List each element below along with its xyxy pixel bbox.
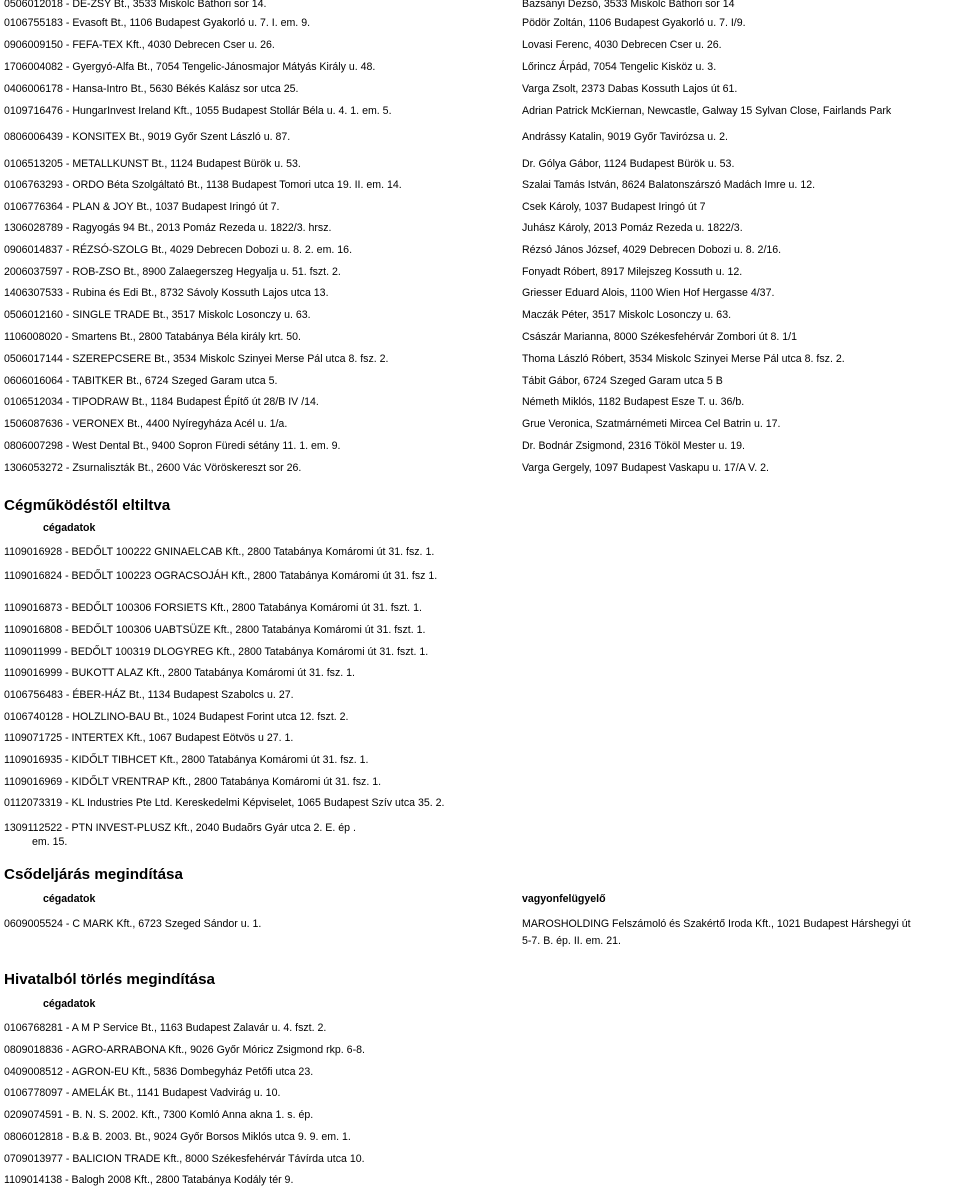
list-item: 0109716476 - HungarInvest Ireland Kft., 1055 Budapest Stollár Béla u. 4. 1. em. 5. [4, 105, 392, 117]
list-item-right: Thoma László Róbert, 3534 Miskolc Szinyei Merse Pál utca 8. fsz. 2. [522, 353, 845, 365]
list-item: 0409008512 - AGRON-EU Kft., 5836 Dombegyház Petőfi utca 23. [4, 1066, 314, 1078]
list-item: 1109016969 - KIDŐLT VRENTRAP Kft., 2800 Tatabánya Komáromi út 31. fsz. 1. [4, 776, 382, 788]
list-item: 0106513205 - METALLKUNST Bt., 1124 Budapest Bürök u. 53. [4, 158, 301, 170]
list-item-right: Bazsányi Dezső, 3533 Miskolc Báthori sor 14 [522, 0, 735, 10]
list-item: 2006037597 - ROB-ZSO Bt., 8900 Zalaegerszeg Hegyalja u. 51. fszt. 2. [4, 266, 341, 278]
list-item: 0906009150 - FEFA-TEX Kft., 4030 Debrecen Cser u. 26. [4, 39, 275, 51]
subheading-cegadatok: cégadatok [43, 522, 96, 534]
list-item: 1109014138 - Balogh 2008 Kft., 2800 Tatabánya Kodály tér 9. [4, 1174, 294, 1186]
list-item-right: Szalai Tamás István, 8624 Balatonszárszó Madách Imre u. 12. [522, 179, 816, 191]
list-item: 1109071725 - INTERTEX Kft., 1067 Budapest Eötvös u 27. 1. [4, 732, 294, 744]
list-item-right: Maczák Péter, 3517 Miskolc Losonczy u. 63. [522, 309, 732, 321]
list-item: 1109016824 - BEDŐLT 100223 OGRACSOJÁH Kft., 2800 Tatabánya Komáromi út 31. fsz 1. [4, 570, 438, 582]
subheading-cegadatok: cégadatok [43, 893, 96, 905]
list-item: 0609005524 - C MARK Kft., 6723 Szeged Sándor u. 1. [4, 918, 262, 930]
list-item-right: Fonyadt Róbert, 8917 Milejszeg Kossuth u. 12. [522, 266, 743, 278]
list-item: 1309112522 - PTN INVEST-PLUSZ Kft., 2040 Budaõrs Gyár utca 2. E. ép . [4, 822, 356, 834]
list-item-right: Lovasi Ferenc, 4030 Debrecen Cser u. 26. [522, 39, 722, 51]
list-item-right: Pödör Zoltán, 1106 Budapest Gyakorló u. 7. I/9. [522, 17, 746, 29]
subheading-vagyonfelugyelo: vagyonfelügyelő [522, 893, 606, 905]
list-item: 0106755183 - Evasoft Bt., 1106 Budapest Gyakorló u. 7. I. em. 9. [4, 17, 311, 29]
list-item: 1109016808 - BEDŐLT 100306 UABTSÜZE Kft., 2800 Tatabánya Komáromi út 31. fszt. 1. [4, 624, 426, 636]
list-item-right: Lőrincz Árpád, 7054 Tengelic Kisköz u. 3. [522, 61, 717, 73]
list-item-right: Dr. Bodnár Zsigmond, 2316 Tököl Mester u. 19. [522, 440, 745, 452]
list-item: 1109016873 - BEDŐLT 100306 FORSIETS Kft., 2800 Tatabánya Komáromi út 31. fszt. 1. [4, 602, 422, 614]
list-item: 1109016999 - BUKOTT ALAZ Kft., 2800 Tatabánya Komáromi út 31. fsz. 1. [4, 667, 355, 679]
list-item: 1406307533 - Rubina és Edi Bt., 8732 Sávoly Kossuth Lajos utca 13. [4, 287, 329, 299]
list-item: 0806012818 - B.& B. 2003. Bt., 9024 Győr Borsos Miklós utca 9. 9. em. 1. [4, 1131, 351, 1143]
list-item: 0106778097 - AMELÁK Bt., 1141 Budapest Vadvirág u. 10. [4, 1087, 281, 1099]
list-item: 1306028789 - Ragyogás 94 Bt., 2013 Pomáz Rezeda u. 1822/3. hrsz. [4, 222, 332, 234]
list-item: 0406006178 - Hansa-Intro Bt., 5630 Békés Kalász sor utca 25. [4, 83, 299, 95]
list-item: 0506012018 - DE-ZSY Bt., 3533 Miskolc Báthori sor 14. [4, 0, 267, 10]
section-title-torles: Hivatalból törlés megindítása [4, 971, 215, 988]
list-item: 1506087636 - VERONEX Bt., 4400 Nyíregyháza Acél u. 1/a. [4, 418, 288, 430]
list-item-right-continuation: 5-7. B. ép. II. em. 21. [522, 935, 621, 947]
list-item: 0112073319 - KL Industries Pte Ltd. Kereskedelmi Képviselet, 1065 Budapest Szív utca 35. 2. [4, 797, 445, 809]
list-item: 1306053272 - Zsurnaliszták Bt., 2600 Vác Vöröskereszt sor 26. [4, 462, 302, 474]
list-item: 0106756483 - ÉBER-HÁZ Bt., 1134 Budapest Szabolcs u. 27. [4, 689, 294, 701]
list-item: 0506017144 - SZEREPCSERE Bt., 3534 Miskolc Szinyei Merse Pál utca 8. fsz. 2. [4, 353, 389, 365]
list-item-right: Németh Miklós, 1182 Budapest Esze T. u. 36/b. [522, 396, 745, 408]
list-item: 1109011999 - BEDŐLT 100319 DLOGYREG Kft., 2800 Tatabánya Komáromi út 31. fszt. 1. [4, 646, 429, 658]
list-item: 0106740128 - HOLZLINO-BAU Bt., 1024 Budapest Forint utca 12. fszt. 2. [4, 711, 349, 723]
list-item-right: MAROSHOLDING Felszámoló és Szakértő Iroda Kft., 1021 Budapest Hárshegyi út [522, 918, 911, 930]
list-item: 0606016064 - TABITKER Bt., 6724 Szeged Garam utca 5. [4, 375, 278, 387]
section-title-csodeljaras: Csődeljárás megindítása [4, 866, 183, 883]
section-title-eltiltva: Cégműködéstől eltiltva [4, 497, 171, 514]
list-item: 0106512034 - TIPODRAW Bt., 1184 Budapest Építő út 28/B IV /14. [4, 396, 319, 408]
list-item-right: Csek Károly, 1037 Budapest Iringó út 7 [522, 201, 706, 213]
list-item-right: Tábit Gábor, 6724 Szeged Garam utca 5 B [522, 375, 723, 387]
list-item: 0106768281 - A M P Service Bt., 1163 Budapest Zalavár u. 4. fszt. 2. [4, 1022, 327, 1034]
list-item: 0106776364 - PLAN & JOY Bt., 1037 Budapest Iringó út 7. [4, 201, 280, 213]
list-item: 1109016935 - KIDŐLT TIBHCET Kft., 2800 Tatabánya Komáromi út 31. fsz. 1. [4, 754, 369, 766]
list-item: 0709013977 - BALICION TRADE Kft., 8000 Székesfehérvár Távírda utca 10. [4, 1153, 365, 1165]
list-item-right: Adrian Patrick McKiernan, Newcastle, Galway 15 Sylvan Close, Fairlands Park [522, 105, 892, 117]
list-item-right: Grue Veronica, Szatmárnémeti Mircea Cel Batrin u. 17. [522, 418, 781, 430]
list-item: 0906014837 - RÉZSÓ-SZOLG Bt., 4029 Debrecen Dobozi u. 8. 2. em. 16. [4, 244, 353, 256]
list-item-right: Varga Zsolt, 2373 Dabas Kossuth Lajos út 61. [522, 83, 738, 95]
list-item-right: Császár Marianna, 8000 Székesfehérvár Zombori út 8. 1/1 [522, 331, 797, 343]
list-item-right: Juhász Károly, 2013 Pomáz Rezeda u. 1822/3. [522, 222, 743, 234]
list-item-right: Griesser Eduard Alois, 1100 Wien Hof Hergasse 4/37. [522, 287, 775, 299]
list-item: 1106008020 - Smartens Bt., 2800 Tatabánya Béla király krt. 50. [4, 331, 302, 343]
list-item-right: Rézsó János József, 4029 Debrecen Dobozi u. 8. 2/16. [522, 244, 782, 256]
list-item: 0106763293 - ORDO Béta Szolgáltató Bt., 1138 Budapest Tomori utca 19. II. em. 14. [4, 179, 402, 191]
list-item: 1706004082 - Gyergyó-Alfa Bt., 7054 Tengelic-Jánosmajor Mátyás Király u. 48. [4, 61, 376, 73]
list-item: 1109016928 - BEDŐLT 100222 GNINAELCAB Kft., 2800 Tatabánya Komáromi út 31. fsz. 1. [4, 546, 435, 558]
list-item: 0806006439 - KONSITEX Bt., 9019 Győr Szent László u. 87. [4, 131, 291, 143]
subheading-cegadatok: cégadatok [43, 998, 96, 1010]
list-item-right: Andrássy Katalin, 9019 Győr Tavirózsa u. 2. [522, 131, 728, 143]
list-item: 0506012160 - SINGLE TRADE Bt., 3517 Miskolc Losonczy u. 63. [4, 309, 311, 321]
list-item-right: Varga Gergely, 1097 Budapest Vaskapu u. 17/A V. 2. [522, 462, 769, 474]
list-item-continuation: em. 15. [32, 836, 68, 848]
list-item: 0209074591 - B. N. S. 2002. Kft., 7300 Komló Anna akna 1. s. ép. [4, 1109, 314, 1121]
list-item: 0809018836 - AGRO-ARRABONA Kft., 9026 Győr Móricz Zsigmond rkp. 6-8. [4, 1044, 365, 1056]
list-item-right: Dr. Gólya Gábor, 1124 Budapest Bürök u. 53. [522, 158, 735, 170]
list-item: 0806007298 - West Dental Bt., 9400 Sopron Füredi sétány 11. 1. em. 9. [4, 440, 341, 452]
